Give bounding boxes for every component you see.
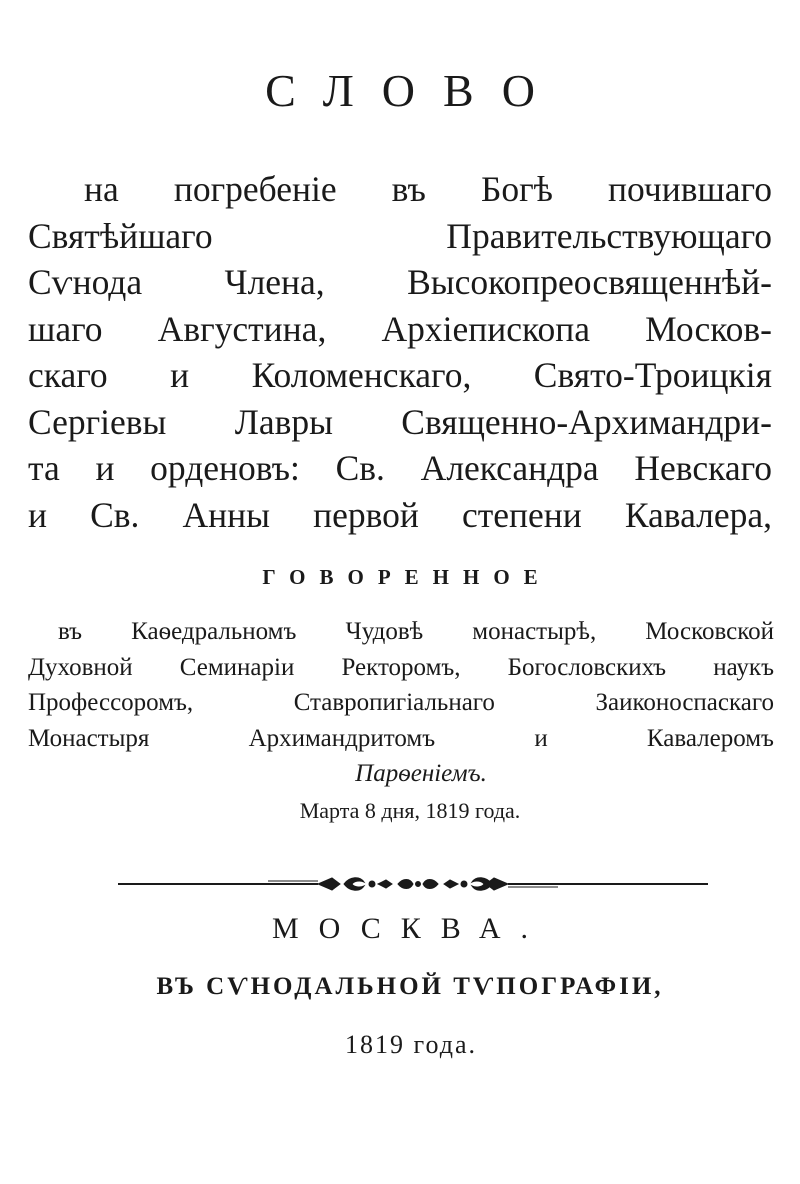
ornamental-rule-icon: [118, 872, 708, 896]
page-title: СЛОВО: [265, 65, 563, 116]
dedication-line: скаго и Коломенскаго, Свято-Троицкія: [28, 355, 772, 395]
dedication-line: Сергіевы Лавры Священно-Архимандри-: [28, 401, 772, 442]
imprint-press: ВЪ СѴНОДАЛЬНОЙ ТѴПОГРАФІИ,: [156, 973, 664, 1000]
dedication-line: и Св. Анны первой степени Кавалера,: [28, 494, 772, 535]
author-line: Профессоромъ, Ставропигіальнаго Заиконоспаскаго: [28, 689, 774, 716]
spoken-heading: ГОВОРЕННОЕ: [262, 565, 552, 589]
sermon-date: Марта 8 дня, 1819 года.: [299, 798, 521, 823]
author-text: [28, 614, 774, 792]
author-name: Парѳеніемъ.: [355, 760, 487, 787]
imprint-year: 1819 года.: [344, 1030, 478, 1059]
dedication-line: Святѣйшаго Правительствующаго: [28, 215, 772, 256]
author-line: въ Каѳедральномъ Чудовѣ монастырѣ, Московской: [58, 618, 774, 645]
dedication-text: [28, 166, 772, 538]
author-line: Духовной Семинаріи Ректоромъ, Богословскихъ наукъ: [28, 653, 774, 681]
dedication-line: шаго Августина, Архіепископа Москов-: [28, 308, 772, 349]
author-line: Монастыря Архимандритомъ и Кавалеромъ: [28, 724, 774, 752]
imprint-city: МОСКВА.: [271, 912, 548, 945]
dedication-line: на погребеніе въ Богѣ почившаго: [84, 169, 772, 209]
dedication-line: Сѵнода Члена, Высокопреосвященнѣй-: [28, 262, 772, 302]
dedication-line: та и орденовъ: Св. Александра Невскаго: [28, 448, 772, 488]
